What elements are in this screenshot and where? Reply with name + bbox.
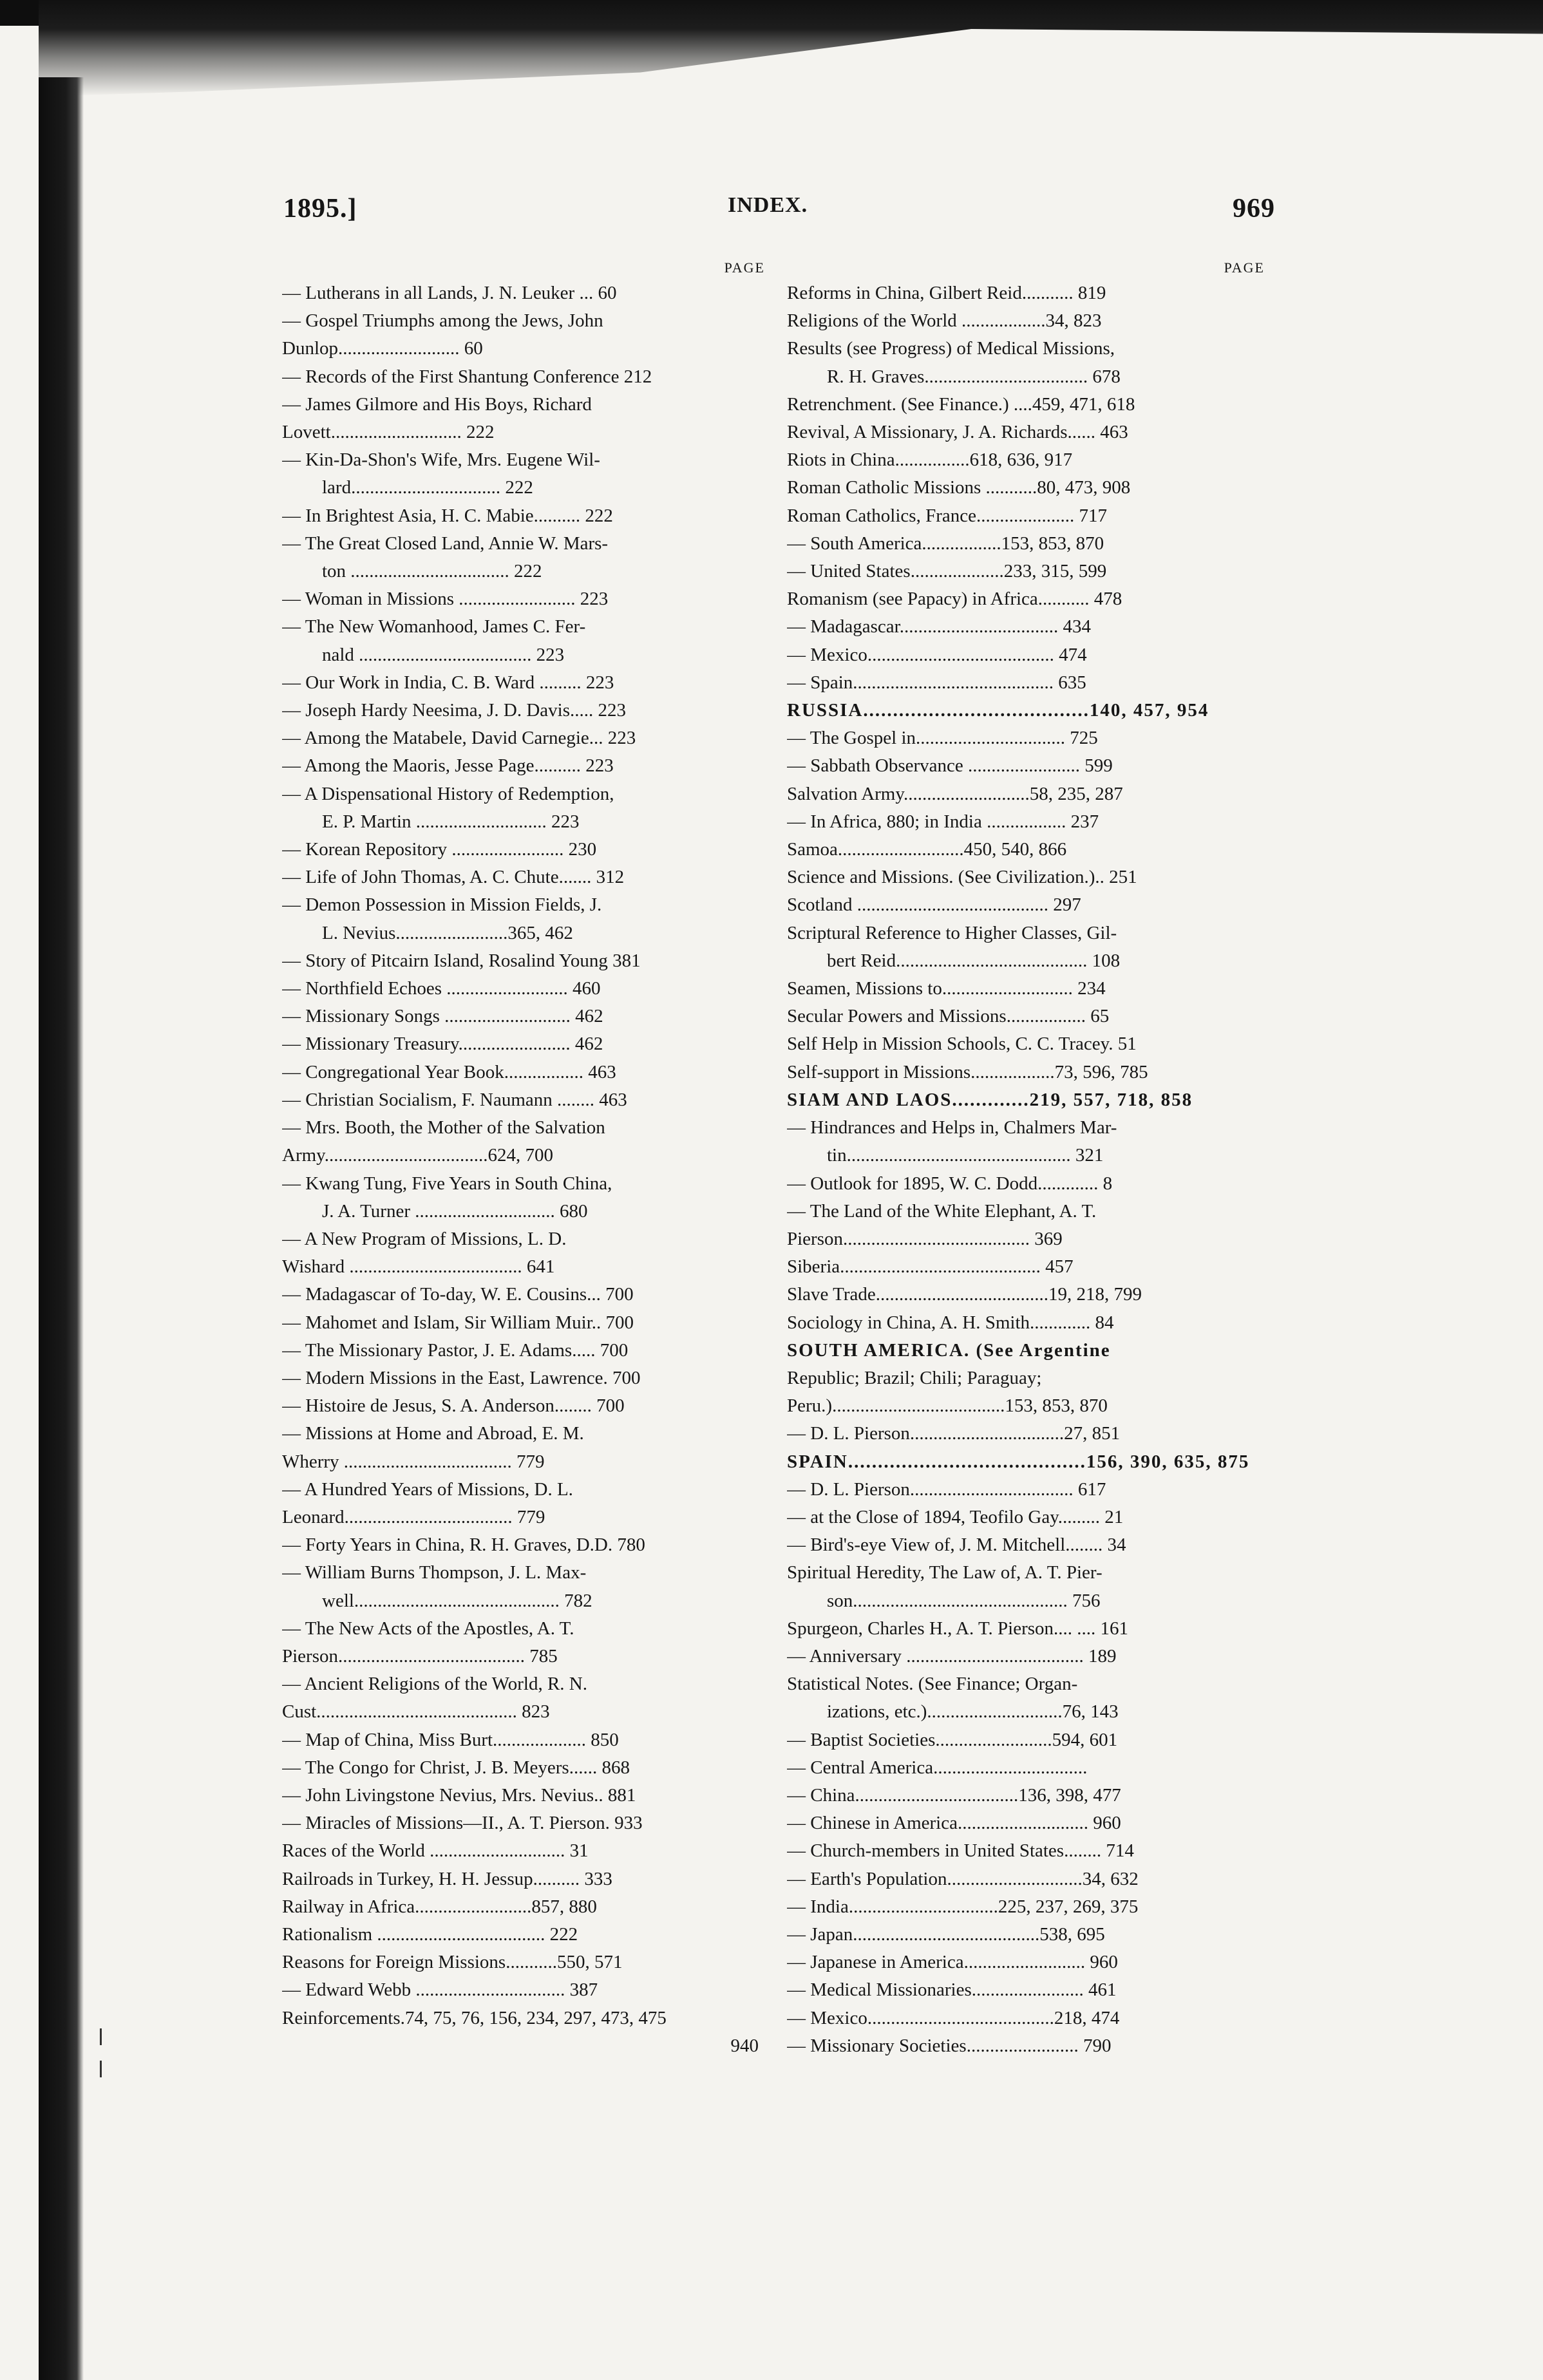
index-entry: — Congregational Year Book................. 463 [282,1061,616,1082]
index-entry: — Forty Years in China, R. H. Graves, D.D. 780 [282,1535,645,1556]
index-entry: tin................................................ 321 [827,1145,1104,1166]
index-entry: E. P. Martin ............................ 223 [322,811,580,832]
index-entry: Reasons for Foreign Missions...........550, 571 [282,1952,623,1973]
index-entry: — Life of John Thomas, A. C. Chute....... 312 [282,867,625,888]
index-entry: Wishard ..................................... 641 [282,1256,555,1278]
index-entry: — Spain........................................... 635 [787,672,1086,693]
index-entry: Reinforcements.74, 75, 76, 156, 234, 297, 473, 475 [282,2007,667,2028]
index-entry: — Anniversary ...................................... 189 [787,1645,1117,1667]
index-entry: Races of the World ............................. 31 [282,1840,589,1862]
index-entry: Dunlop.......................... 60 [282,338,483,359]
index-entry: Riots in China................618, 636, 917 [787,449,1073,471]
index-entry: — In Brightest Asia, H. C. Mabie.......... 222 [282,505,613,526]
index-entry: — Mexico........................................218, 474 [787,2007,1120,2028]
index-entry: — Japan........................................538, 695 [787,1923,1105,1945]
index-entry: — Missionary Societies........................ 790 [787,2035,1112,2056]
index-entry: Pierson........................................ 369 [787,1228,1063,1249]
index-entry: well............................................ 782 [322,1590,592,1611]
index-entry: ton .................................. 222 [322,561,542,582]
index-entry: — A Hundred Years of Missions, D. L. [282,1478,573,1500]
running-header [283,193,1275,238]
index-entry: — Earth's Population.............................34, 632 [787,1868,1139,1889]
index-entry: — South America.................153, 853, 870 [787,533,1104,554]
page-number: 969 [1233,194,1275,223]
header-title: INDEX. [728,193,808,217]
index-entry: — Modern Missions in the East, Lawrence. 700 [282,1367,641,1388]
index-entry: Revival, A Missionary, J. A. Richards...... 463 [787,422,1128,443]
index-entry: Samoa...........................450, 540, 866 [787,839,1067,860]
index-entry: — Hindrances and Helps in, Chalmers Mar- [787,1117,1117,1138]
index-entry: bert Reid......................................... 108 [827,950,1121,971]
index-entry: Roman Catholics, France..................... 717 [787,505,1107,526]
index-entry: — India................................225, 237, 269, 375 [787,1896,1139,1917]
index-entry: — The Great Closed Land, Annie W. Mars- [282,533,609,554]
index-entry: — Sabbath Observance ........................ 599 [787,755,1113,777]
index-entry: — Ancient Religions of the World, R. N. [282,1674,587,1695]
index-entry: L. Nevius........................365, 462 [322,922,573,943]
index-entry: SOUTH AMERICA. (See Argentine [787,1339,1111,1361]
margin-mark [100,2028,102,2045]
header-year: 1895.] [283,194,357,223]
index-entry: Railroads in Turkey, H. H. Jessup.......... 333 [282,1868,612,1889]
index-entry: Self-support in Missions..................73, 596, 785 [787,1061,1148,1082]
margin-mark [100,2061,102,2077]
index-entry: Sociology in China, A. H. Smith............. 84 [787,1312,1114,1333]
index-entry: R. H. Graves................................... 678 [827,366,1121,387]
index-entry: Retrenchment. (See Finance.) ....459, 471, 618 [787,393,1135,415]
index-entry: — A New Program of Missions, L. D. [282,1228,567,1249]
index-entry: — Madagascar of To-day, W. E. Cousins... 700 [282,1284,634,1305]
index-entry: Railway in Africa.........................857, 880 [282,1896,597,1917]
index-entry: Romanism (see Papacy) in Africa........... 478 [787,589,1122,610]
index-entry: — A Dispensational History of Redemption, [282,783,614,804]
index-entry: — Among the Maoris, Jesse Page.......... 223 [282,755,614,777]
index-entry: — In Africa, 880; in India ................. 237 [787,811,1099,832]
index-entry: — Bird's-eye View of, J. M. Mitchell........ 34 [787,1535,1126,1556]
index-entry: Self Help in Mission Schools, C. C. Tracey. 51 [787,1034,1137,1055]
scan-shadow-left [39,77,84,2380]
index-entry: — Joseph Hardy Neesima, J. D. Davis..... 223 [282,700,627,721]
index-entry: — Missions at Home and Abroad, E. M. [282,1423,584,1444]
index-entry: SIAM AND LAOS.............219, 557, 718, 858 [787,1089,1193,1110]
index-entry: Spurgeon, Charles H., A. T. Pierson.... .... 161 [787,1618,1129,1639]
index-entry: Results (see Progress) of Medical Missions, [787,338,1115,359]
index-entry: Science and Missions. (See Civilization.).. 251 [787,867,1137,888]
index-entry: Cust........................................... 823 [282,1701,550,1723]
index-entry: — Kwang Tung, Five Years in South China, [282,1173,612,1194]
index-entry: Slave Trade.....................................19, 218, 799 [787,1284,1142,1305]
index-entry: — D. L. Pierson.................................27, 851 [787,1423,1121,1444]
index-entry: J. A. Turner .............................. 680 [322,1200,588,1222]
index-entry: — Church-members in United States........ 714 [787,1840,1134,1862]
index-entry: SPAIN........................................156, 390, 635, 875 [787,1451,1250,1472]
index-entry: nald ..................................... 223 [322,644,565,665]
index-entry: — D. L. Pierson................................... 617 [787,1478,1106,1500]
index-entry: 940 [730,2035,759,2056]
index-entry: — Japanese in America.......................... 960 [787,1952,1118,1973]
index-entry: — Histoire de Jesus, S. A. Anderson........ 700 [282,1395,625,1417]
index-entry: Reforms in China, Gilbert Reid........... 819 [787,283,1106,303]
index-entry: — Gospel Triumphs among the Jews, John [282,310,603,332]
index-entry: — Missionary Songs ........................... 462 [282,1006,603,1027]
index-entry: — Among the Matabele, David Carnegie... 223 [282,728,636,749]
index-entry: Peru.).....................................153, 853, 870 [787,1395,1108,1417]
index-entry: — Christian Socialism, F. Naumann ........ 463 [282,1089,627,1110]
page-column-label: PAGE [724,260,765,276]
index-entry: — Woman in Missions ......................... 223 [282,589,609,610]
index-entry: — Central America................................. [787,1757,1088,1778]
index-entry: — Lutherans in all Lands, J. N. Leuker ... 60 [282,283,617,303]
index-entry: — The Missionary Pastor, J. E. Adams..... 700 [282,1339,629,1361]
index-entry: Secular Powers and Missions................. 65 [787,1006,1110,1027]
index-entry: son.............................................. 756 [827,1590,1101,1611]
index-entry: — Mahomet and Islam, Sir William Muir.. 700 [282,1312,634,1333]
index-entry: — Chinese in America............................ 960 [787,1813,1121,1834]
index-entry: — Mexico........................................ 474 [787,644,1087,665]
index-entry: izations, etc.).............................76, 143 [827,1701,1119,1723]
index-entry: — Baptist Societies.........................594, 601 [787,1729,1118,1750]
index-entry: — Story of Pitcairn Island, Rosalind Young 381 [282,950,641,971]
scan-shadow-top [39,0,1543,97]
index-entry: Statistical Notes. (See Finance; Organ- [787,1674,1078,1695]
index-entry: — The Land of the White Elephant, A. T. [787,1200,1097,1222]
index-entry: — Edward Webb ................................ 387 [282,1979,598,2001]
index-entry: — Map of China, Miss Burt.................... 850 [282,1729,619,1750]
index-entry: — Mrs. Booth, the Mother of the Salvation [282,1117,605,1138]
index-entry: Rationalism .................................... 222 [282,1923,578,1945]
index-column-right [787,256,1270,2060]
index-entry: Salvation Army...........................58, 235, 287 [787,783,1123,804]
index-entry: Pierson........................................ 785 [282,1645,558,1667]
index-entry: — The New Acts of the Apostles, A. T. [282,1618,574,1639]
index-entry: Scriptural Reference to Higher Classes, Gil- [787,922,1117,943]
index-entry: Seamen, Missions to............................ 234 [787,978,1106,999]
index-entry: Siberia........................................... 457 [787,1256,1074,1278]
index-entry: — United States....................233, 315, 599 [787,561,1107,582]
index-entry: — Madagascar.................................. 434 [787,616,1091,638]
index-entry: — James Gilmore and His Boys, Richard [282,393,592,415]
index-entry: — Demon Possession in Mission Fields, J. [282,894,602,916]
index-entry: — Kin-Da-Shon's Wife, Mrs. Eugene Wil- [282,449,600,471]
index-entry: — William Burns Thompson, J. L. Max- [282,1562,587,1583]
index-entry: — The Congo for Christ, J. B. Meyers...... 868 [282,1757,630,1778]
index-entry: — Korean Repository ........................ 230 [282,839,597,860]
index-entry: — Records of the First Shantung Conference 212 [282,366,652,387]
index-entry: Wherry .................................... 779 [282,1451,545,1472]
index-entry: Religions of the World ..................34, 823 [787,310,1102,332]
index-entry: — Medical Missionaries........................ 461 [787,1979,1117,2001]
index-entry: lard................................ 222 [322,477,533,498]
index-entry: Spiritual Heredity, The Law of, A. T. Pier- [787,1562,1103,1583]
index-entry: — The Gospel in................................ 725 [787,728,1098,749]
index-entry: Lovett............................ 222 [282,422,495,443]
index-entry: — The New Womanhood, James C. Fer- [282,616,586,638]
index-entry: Leonard.................................... 779 [282,1506,545,1527]
index-entry: Republic; Brazil; Chili; Paraguay; [787,1367,1042,1388]
index-entry: — Outlook for 1895, W. C. Dodd............. 8 [787,1173,1113,1194]
index-entry: — Northfield Echoes .......................... 460 [282,978,601,999]
index-entry: — China...................................136, 398, 477 [787,1784,1121,1806]
index-entry: — Our Work in India, C. B. Ward ......... 223 [282,672,614,693]
index-entry: Scotland ......................................... 297 [787,894,1081,916]
index-entry: Roman Catholic Missions ...........80, 473, 908 [787,477,1131,498]
index-entry: — at the Close of 1894, Teofilo Gay......... 21 [787,1506,1124,1527]
index-entry: — Miracles of Missions—II., A. T. Pierson. 933 [282,1813,643,1834]
index-column-left [282,256,765,2060]
index-entry: — John Livingstone Nevius, Mrs. Nevius.. 881 [282,1784,636,1806]
index-entry: RUSSIA......................................140, 457, 954 [787,700,1209,721]
index-entry: Army...................................624, 700 [282,1145,554,1166]
index-entry: — Missionary Treasury........................ 462 [282,1034,603,1055]
page-column-label: PAGE [1224,260,1265,276]
